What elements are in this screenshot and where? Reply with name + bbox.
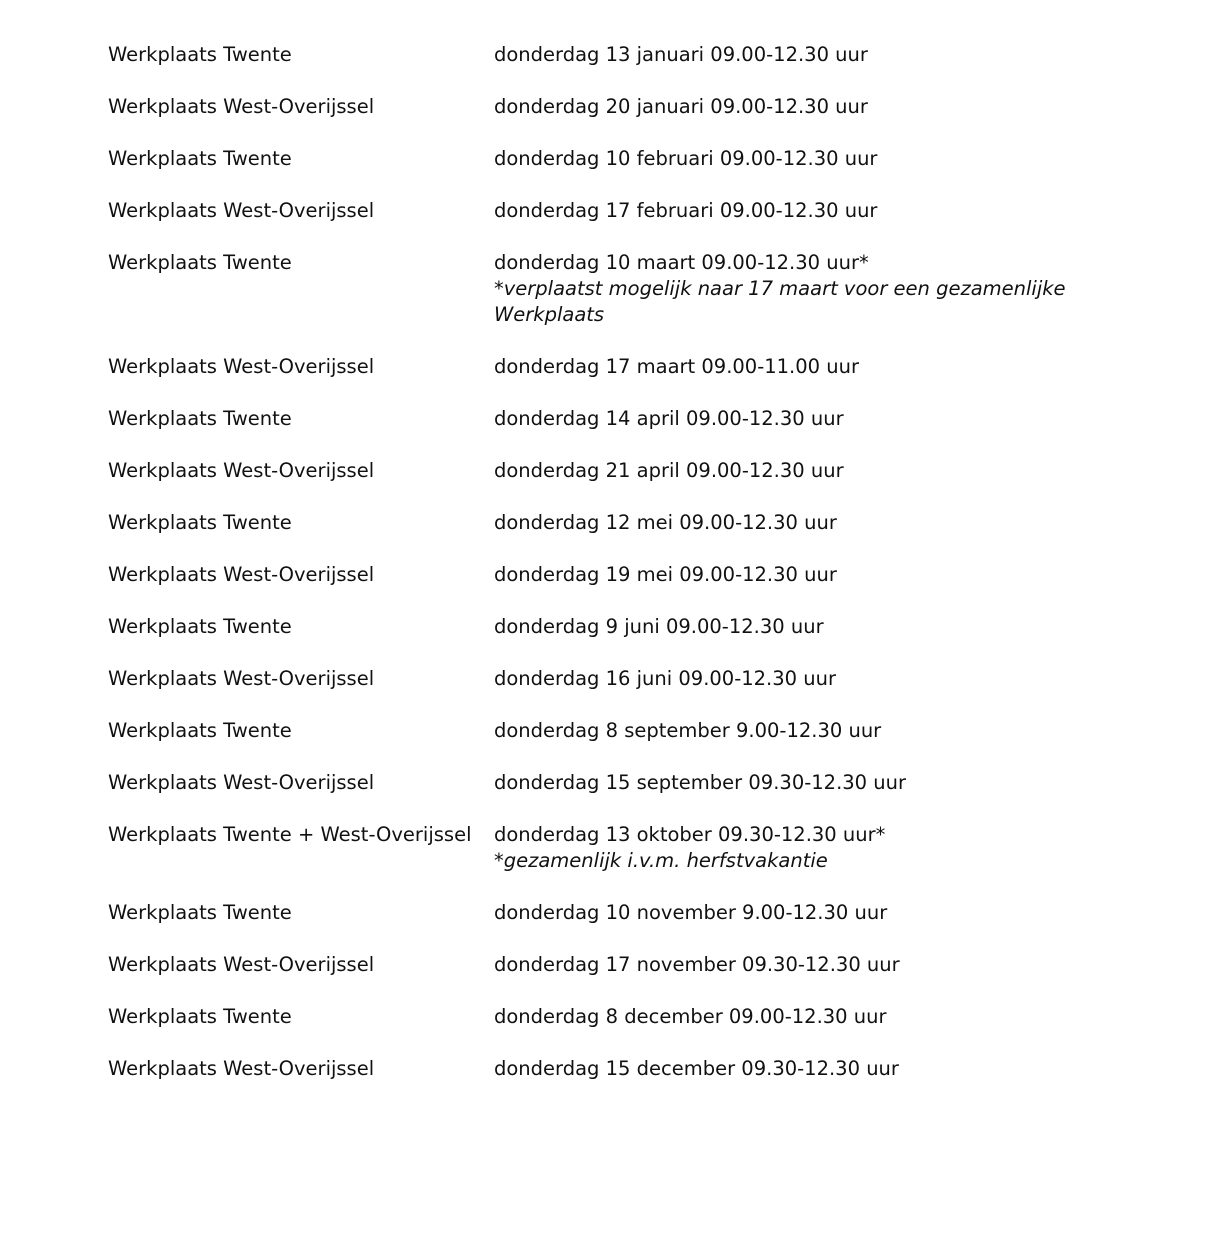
date-cell [494,822,1118,874]
location-label: Werkplaats Twente [108,147,292,170]
date-text: donderdag 15 december 09.30-12.30 uur [494,1057,899,1080]
location-label: Werkplaats Twente [108,407,292,430]
schedule-row [108,666,1118,692]
schedule-row [108,250,1118,328]
schedule-row [108,198,1118,224]
schedule-row [108,510,1118,536]
date-note: *gezamenlijk i.v.m. herfstvakantie [494,849,828,872]
location-label: Werkplaats Twente [108,43,292,66]
date-cell [494,198,1118,224]
schedule-row [108,614,1118,640]
date-text: donderdag 13 januari 09.00-12.30 uur [494,43,868,66]
schedule-row [108,1004,1118,1030]
schedule-row [108,458,1118,484]
schedule-row [108,42,1118,68]
schedule-row [108,822,1118,874]
location-label: Werkplaats Twente [108,511,292,534]
date-text: donderdag 13 oktober 09.30-12.30 uur* [494,823,886,846]
date-cell [494,146,1118,172]
location-label: Werkplaats West-Overijssel [108,95,375,118]
date-cell [494,900,1118,926]
location-label: Werkplaats Twente [108,901,292,924]
date-cell [494,614,1118,640]
date-text: donderdag 8 september 9.00-12.30 uur [494,719,882,742]
date-text: donderdag 12 mei 09.00-12.30 uur [494,511,837,534]
date-text: donderdag 10 februari 09.00-12.30 uur [494,147,878,170]
schedule-row [108,354,1118,380]
schedule-list [108,42,1118,1108]
date-text: donderdag 17 maart 09.00-11.00 uur [494,355,860,378]
location-label: Werkplaats Twente [108,1005,292,1028]
date-text: donderdag 15 september 09.30-12.30 uur [494,771,907,794]
date-cell [494,510,1118,536]
date-text: donderdag 21 april 09.00-12.30 uur [494,459,844,482]
location-label: Werkplaats West-Overijssel [108,953,375,976]
location-label: Werkplaats Twente [108,719,292,742]
date-text: donderdag 10 november 9.00-12.30 uur [494,901,888,924]
date-cell [494,354,1118,380]
date-cell [494,770,1118,796]
schedule-row [108,718,1118,744]
location-label: Werkplaats West-Overijssel [108,199,375,222]
location-label: Werkplaats West-Overijssel [108,667,375,690]
date-cell [494,458,1118,484]
date-cell [494,718,1118,744]
date-text: donderdag 9 juni 09.00-12.30 uur [494,615,824,638]
location-label: Werkplaats West-Overijssel [108,459,375,482]
date-cell [494,1004,1118,1030]
date-cell [494,952,1118,978]
schedule-row [108,562,1118,588]
date-text: donderdag 10 maart 09.00-12.30 uur* [494,251,869,274]
date-text: donderdag 16 juni 09.00-12.30 uur [494,667,837,690]
date-text: donderdag 8 december 09.00-12.30 uur [494,1005,887,1028]
date-cell [494,562,1118,588]
schedule-row [108,952,1118,978]
schedule-row [108,1056,1118,1082]
schedule-row [108,770,1118,796]
date-cell [494,666,1118,692]
date-note: *verplaatst mogelijk naar 17 maart voor een gezamenlijke Werkplaats [494,277,1066,326]
date-cell [494,1056,1118,1082]
date-text: donderdag 20 januari 09.00-12.30 uur [494,95,868,118]
location-label: Werkplaats Twente [108,615,292,638]
location-label: Werkplaats West-Overijssel [108,771,375,794]
location-label: Werkplaats West-Overijssel [108,1057,375,1080]
date-text: donderdag 17 november 09.30-12.30 uur [494,953,900,976]
date-cell [494,250,1118,328]
schedule-row [108,406,1118,432]
date-text: donderdag 14 april 09.00-12.30 uur [494,407,844,430]
schedule-row [108,900,1118,926]
location-label: Werkplaats West-Overijssel [108,355,375,378]
schedule-row [108,94,1118,120]
date-text: donderdag 19 mei 09.00-12.30 uur [494,563,837,586]
date-cell [494,94,1118,120]
date-cell [494,42,1118,68]
location-label: Werkplaats West-Overijssel [108,563,375,586]
location-label: Werkplaats Twente + West-Overijssel [108,823,472,846]
location-label: Werkplaats Twente [108,251,292,274]
schedule-row [108,146,1118,172]
date-cell [494,406,1118,432]
date-text: donderdag 17 februari 09.00-12.30 uur [494,199,878,222]
